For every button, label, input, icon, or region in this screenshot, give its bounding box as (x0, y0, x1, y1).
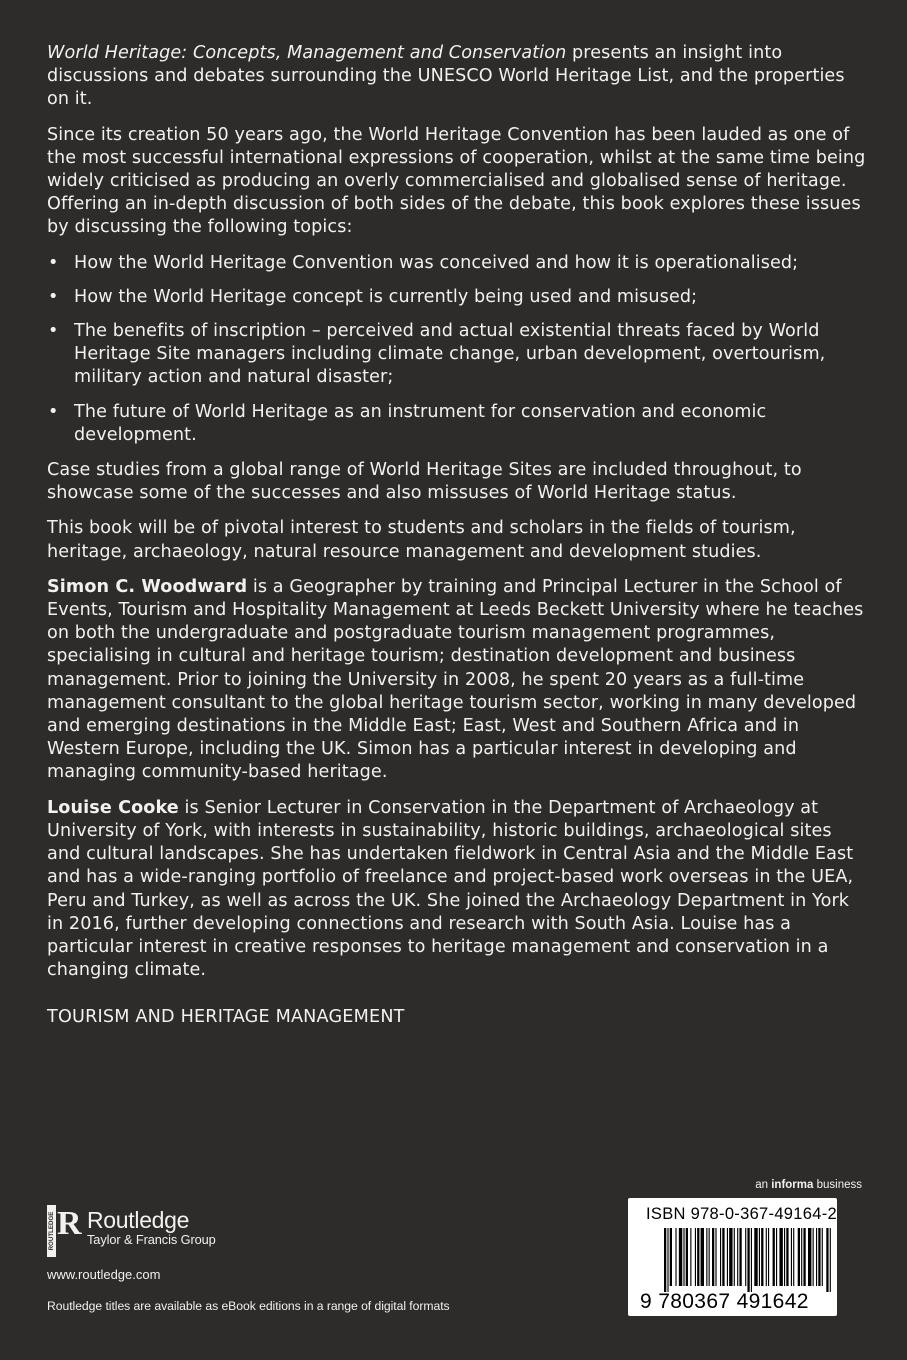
intro-paragraph (47, 42, 869, 112)
barcode-bar (697, 1228, 699, 1286)
barcode-bar (706, 1228, 707, 1286)
barcode-bar (695, 1228, 696, 1286)
barcode-bar (709, 1228, 710, 1286)
barcode-bar (801, 1228, 802, 1286)
barcode-bar (791, 1228, 792, 1286)
author-bio-text: is Senior Lecturer in Conservation in the Department of Archaeology at University of York, with interests in sustainability, historic buildings, archaeological sites and cultural landscapes. She has undertaken fieldwork in Central Asia and the Middle East and has a wide-ranging portfolio of freelance and project-based work overseas in the UEA, Peru and Turkey, as well as across the UK. She joined the Archaeology Department in York in 2016, further developing connections and research with South Asia. Louise has a particular interest in creative responses to heritage management and conservation in a changing climate. (47, 797, 854, 981)
barcode-bar (826, 1228, 828, 1292)
informa-brand: informa (771, 1179, 814, 1191)
barcode-bar (803, 1228, 805, 1286)
barcode-bar (761, 1228, 763, 1286)
bullet-icon: • (48, 321, 59, 342)
publisher-name: Routledge (87, 1207, 190, 1233)
logo-letter: R (57, 1205, 82, 1242)
barcode-bar (798, 1228, 800, 1286)
barcode-bar (779, 1228, 782, 1286)
author-name: Louise Cooke (47, 797, 179, 818)
barcode-bar (822, 1228, 823, 1286)
barcode-bar (712, 1228, 714, 1286)
barcode-bar (766, 1228, 767, 1286)
barcode-bar (686, 1228, 688, 1286)
routledge-logo-icon (47, 1205, 82, 1257)
informa-tagline: an informa business (755, 1179, 862, 1191)
barcode-bar (664, 1228, 666, 1292)
barcode-bar (773, 1228, 775, 1286)
barcode-bar (745, 1228, 746, 1286)
author-name: Simon C. Woodward (47, 576, 248, 597)
list-item-text: How the World Heritage concept is currently being used and misused; (74, 286, 698, 307)
barcode-bar (683, 1228, 684, 1286)
barcode-bar (734, 1228, 735, 1286)
barcode-bar (784, 1228, 785, 1286)
barcode-bar (679, 1228, 682, 1286)
list-item (47, 286, 869, 309)
barcode-bars (664, 1228, 832, 1292)
barcode-bar (816, 1228, 817, 1286)
list-item (47, 252, 869, 275)
case-studies-paragraph: Case studies from a global range of World Heritage Sites are included throughout, to showcase some of the successes and also missuses of World Heritage status. (47, 460, 802, 504)
barcode-bar (722, 1228, 724, 1286)
audience-paragraph: This book will be of pivotal interest to students and scholars in the fields of tourism, heritage, archaeology, natural resource management and development studies. (47, 518, 796, 562)
barcode-bar (768, 1228, 769, 1286)
author-bio-woodward (47, 576, 869, 785)
series-name: TOURISM AND HERITAGE MANAGEMENT (47, 1007, 405, 1028)
publisher-logo (47, 1205, 467, 1257)
publisher-group: Taylor & Francis Group (87, 1232, 216, 1247)
back-cover-text (47, 42, 869, 1030)
book-title: World Heritage: Concepts, Management and Conservation (47, 43, 567, 63)
barcode-bar (818, 1228, 820, 1286)
barcode-bar (793, 1228, 794, 1286)
bullet-icon: • (48, 252, 59, 273)
isbn-barcode (628, 1198, 837, 1316)
barcode-bar (675, 1228, 676, 1286)
barcode-bar (754, 1228, 757, 1286)
barcode-bar (739, 1228, 741, 1286)
barcode-bar (786, 1228, 788, 1286)
barcode-bar (751, 1228, 752, 1292)
list-item-text: The benefits of inscription – perceived and actual existential threats faced by World Heritage Site managers including climate change, urban development, overtourism, military action and natural disaster; (74, 321, 826, 388)
barcode-bar (747, 1228, 749, 1292)
barcode-bar (690, 1228, 691, 1286)
barcode-bar (813, 1228, 814, 1286)
barcode-bar (830, 1228, 831, 1292)
ebook-note: Routledge titles are available as eBook editions in a range of digital formats (47, 1299, 450, 1313)
topics-list (47, 252, 869, 447)
barcode-bar (727, 1228, 728, 1286)
logo-vertical-text: ROUTLEDGE (48, 1211, 56, 1251)
description-paragraph: Since its creation 50 years ago, the World Heritage Convention has been lauded as one of the most successful international expressions of cooperation, whilst at the same time being widely criticised as producing an overly commercialised and globalised sense of heritage. Offering an in-depth discussion of both sides of the debate, this book explores these issues by discussing the following topics: (47, 124, 866, 238)
barcode-bar (776, 1228, 777, 1286)
bullet-icon: • (48, 401, 59, 422)
barcode-digits: 9 780367 491642 (640, 1290, 809, 1313)
barcode-bar (737, 1228, 738, 1286)
intro-text: presents an insight into discussions and debates surrounding the UNESCO World Heritage List, and the properties on it. (47, 43, 845, 110)
author-bio-cooke (47, 797, 869, 983)
barcode-bar (715, 1228, 716, 1286)
list-item-text: The future of World Heritage as an instrument for conservation and economic development. (74, 401, 767, 445)
barcode-bar (670, 1228, 672, 1286)
isbn-label: ISBN 978-0-367-49164-2 (646, 1205, 837, 1223)
barcode-bar (729, 1228, 732, 1286)
barcode-bar (667, 1228, 668, 1292)
barcode-bar (701, 1228, 704, 1286)
barcode-bar (720, 1228, 721, 1286)
bullet-icon: • (48, 286, 59, 307)
list-item (47, 320, 869, 390)
list-item (47, 401, 869, 447)
publisher-website[interactable]: www.routledge.com (47, 1267, 161, 1282)
list-item-text: How the World Heritage Convention was conceived and how it is operationalised; (74, 252, 799, 273)
publisher-block (47, 1205, 467, 1314)
barcode-bar (759, 1228, 760, 1286)
barcode-bar (808, 1228, 811, 1286)
author-bio-text: is a Geographer by training and Principal Lecturer in the School of Events, Tourism and Hospitality Management at Leeds Beckett University where he teaches on both the undergraduate and postgraduate tourism management programmes, specialising in cultural and heritage tourism; destination development and business management. Prior to joining the University in 2008, he spent 20 years as a full-time management consultant to the global heritage tourism sector, working in many developed and emerging destinations in the Middle East; East, West and Southern Africa and in Western Europe, including the UK. Simon has a particular interest in developing and managing community-based heritage. (47, 576, 864, 783)
